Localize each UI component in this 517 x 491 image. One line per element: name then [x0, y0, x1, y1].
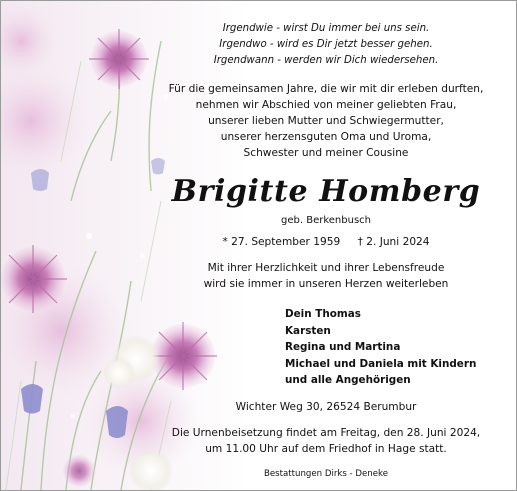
farewell-line: Für die gemeinsamen Jahre, die wir mit dir erleben durften,: [168, 83, 484, 95]
funeral-info: [151, 425, 501, 457]
tribute-line: Mit ihrer Herzlichkeit und ihrer Lebensfreude: [207, 262, 445, 274]
mourner-entry: und alle Angehörigen: [285, 374, 411, 386]
birth-name: geb. Berkenbusch: [281, 215, 371, 226]
life-dates: [151, 236, 501, 248]
verse-line: Irgendwie - wirst Du immer bei uns sein.: [222, 23, 430, 34]
farewell-line: Schwester und meiner Cousine: [243, 147, 409, 159]
farewell-text: [151, 81, 501, 161]
family-address: Wichter Weg 30, 26524 Berumbur: [235, 400, 417, 413]
farewell-line: unserer lieben Mutter und Schwiegermutter,: [208, 115, 444, 127]
mourners-list: [285, 306, 501, 389]
farewell-line: nehmen wir Abschied von meiner geliebten Frau,: [195, 99, 457, 111]
tribute-line: wird sie immer in unseren Herzen weiterleben: [203, 278, 449, 290]
farewell-line: unserer herzensguten Oma und Uroma,: [220, 131, 432, 143]
mourner-entry: Dein Thomas: [285, 308, 361, 320]
mourner-entry: Karsten: [285, 324, 331, 337]
memorial-verse: [151, 21, 501, 69]
funeral-line: Die Urnenbeisetzung findet am Freitag, den 28. Juni 2024,: [171, 426, 481, 439]
mourner-entry: Michael und Daniela mit Kindern: [285, 357, 477, 370]
deceased-name: Brigitte Homberg: [171, 174, 481, 209]
tribute-text: [151, 260, 501, 292]
birth-date: * 27. September 1959: [222, 236, 341, 248]
verse-line: Irgendwann - werden wir Dich wiedersehen.: [213, 55, 439, 66]
funeral-home-credit: Bestattungen Dirks - Deneke: [263, 468, 388, 479]
notice-text-column: [151, 1, 501, 479]
mourner-entry: Regina und Martina: [285, 341, 401, 353]
funeral-line: um 11.00 Uhr auf dem Friedhof in Hage statt.: [205, 442, 447, 455]
verse-line: Irgendwo - wird es Dir jetzt besser gehen.: [219, 39, 433, 50]
death-date: † 2. Juni 2024: [357, 236, 430, 248]
